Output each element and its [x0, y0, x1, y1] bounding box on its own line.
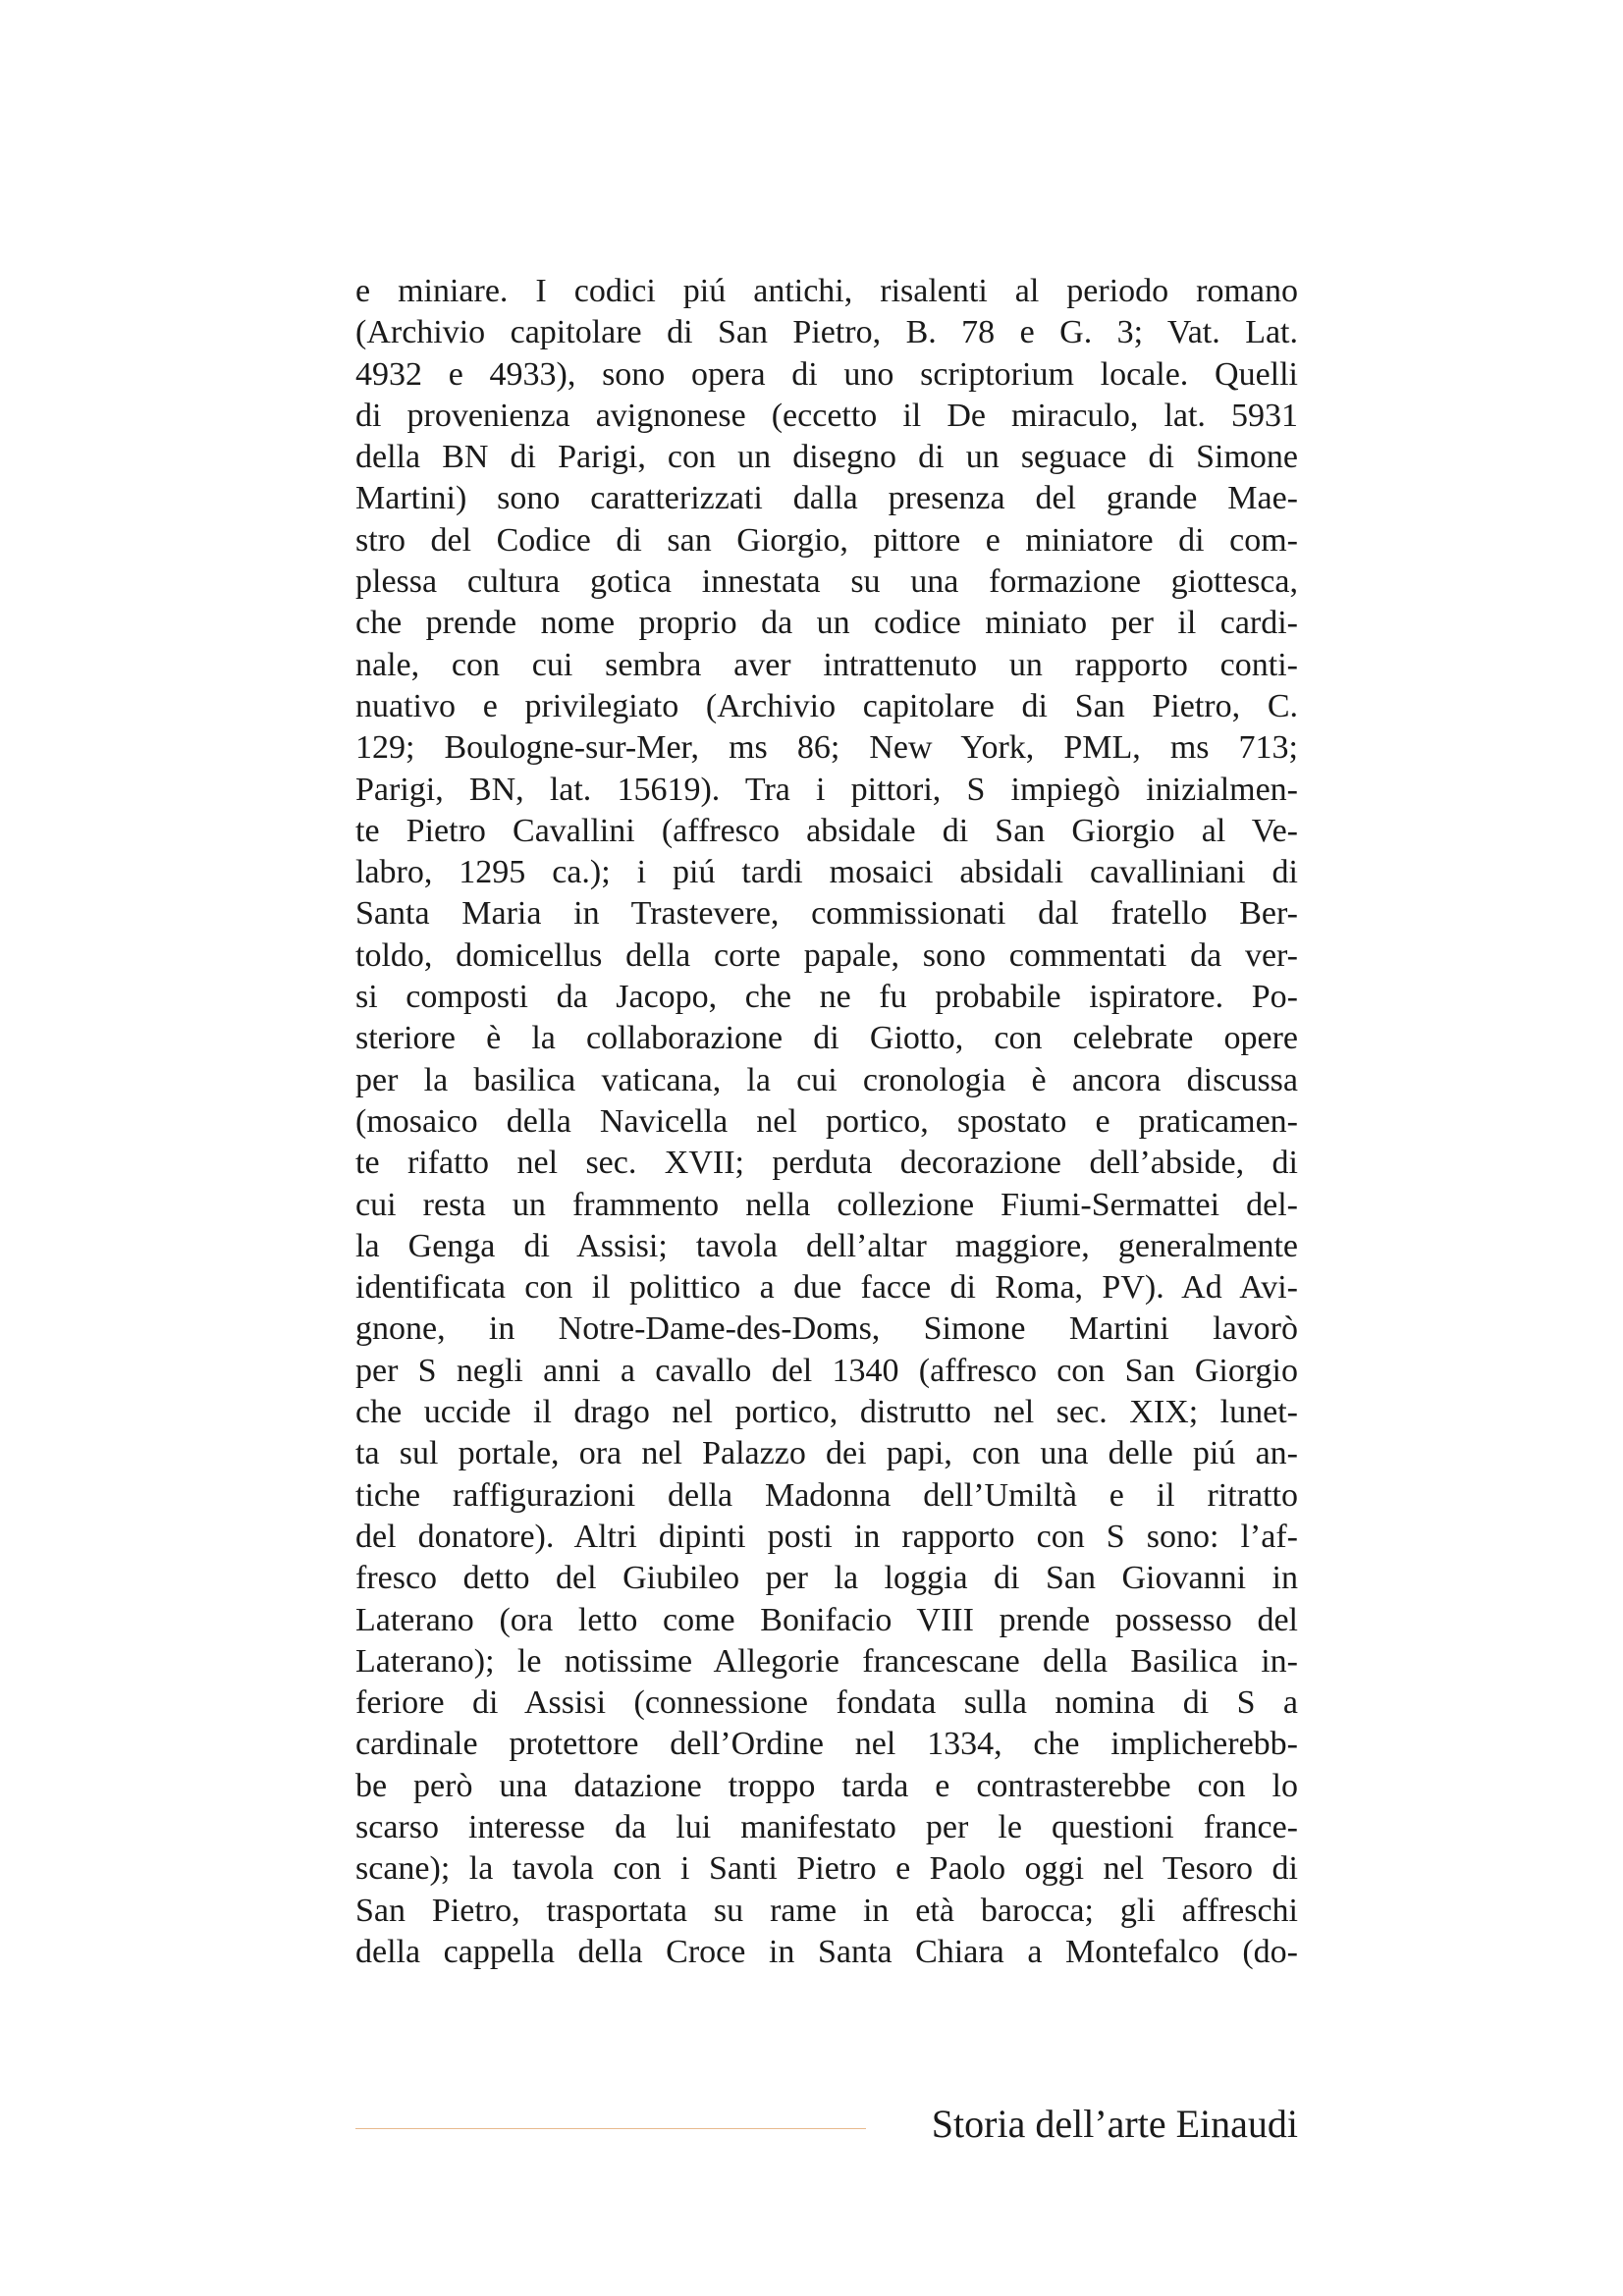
text-line: be però una datazione troppo tarda e contrasterebbe con lo: [355, 1767, 1298, 1804]
text-line: stro del Codice di san Giorgio, pittore e miniatore di com-: [355, 521, 1298, 559]
text-line: cardinale protettore dell’Ordine nel 1334, che implicherebb-: [355, 1726, 1298, 1763]
text-line: per la basilica vaticana, la cui cronologia è ancora discussa: [355, 1061, 1298, 1098]
text-line: identificata con il polittico a due facce di Roma, PV). Ad Avi-: [355, 1269, 1298, 1307]
text-line: scarso interesse da lui manifestato per le questioni france-: [355, 1808, 1298, 1845]
text-line: San Pietro, trasportata su rame in età barocca; gli affreschi: [355, 1892, 1298, 1929]
text-line: 4932 e 4933), sono opera di uno scriptorium locale. Quelli: [355, 355, 1298, 393]
text-line: plessa cultura gotica innestata su una formazione giottesca,: [355, 563, 1298, 601]
text-line: ta sul portale, ora nel Palazzo dei papi, con una delle piú an-: [355, 1435, 1298, 1472]
text-line: del donatore). Altri dipinti posti in rapporto con S sono: l’af-: [355, 1518, 1298, 1555]
text-line: (Archivio capitolare di San Pietro, B. 78 e G. 3; Vat. Lat.: [355, 314, 1298, 351]
text-line: della BN di Parigi, con un disegno di un seguace di Simone: [355, 439, 1298, 476]
text-line: nuativo e privilegiato (Archivio capitolare di San Pietro, C.: [355, 687, 1298, 724]
text-line: labro, 1295 ca.); i piú tardi mosaici absidali cavalliniani di: [355, 854, 1298, 891]
text-line: Parigi, BN, lat. 15619). Tra i pittori, S impiegò inizialmen-: [355, 771, 1298, 808]
text-line: della cappella della Croce in Santa Chiara a Montefalco (do-: [355, 1933, 1298, 1970]
text-line: si composti da Jacopo, che ne fu probabile ispiratore. Po-: [355, 979, 1298, 1016]
text-line: Santa Maria in Trastevere, commissionati dal fratello Ber-: [355, 895, 1298, 933]
text-line: per S negli anni a cavallo del 1340 (affresco con San Giorgio: [355, 1352, 1298, 1389]
text-line: che uccide il drago nel portico, distrutto nel sec. XIX; lunet-: [355, 1394, 1298, 1431]
footer-title: Storia dell’arte Einaudi: [931, 2102, 1298, 2146]
text-line: di provenienza avignonese (eccetto il De miraculo, lat. 5931: [355, 397, 1298, 434]
text-line: te Pietro Cavallini (affresco absidale di San Giorgio al Ve-: [355, 812, 1298, 849]
text-line: che prende nome proprio da un codice miniato per il cardi-: [355, 605, 1298, 642]
footer-rule: [355, 2128, 866, 2129]
text-line: la Genga di Assisi; tavola dell’altar maggiore, generalmente: [355, 1227, 1298, 1264]
text-line: toldo, domicellus della corte papale, sono commentati da ver-: [355, 936, 1298, 974]
text-line: scane); la tavola con i Santi Pietro e Paolo oggi nel Tesoro di: [355, 1850, 1298, 1888]
text-line: Martini) sono caratterizzati dalla presenza del grande Mae-: [355, 480, 1298, 517]
text-line: fresco detto del Giubileo per la loggia di San Giovanni in: [355, 1560, 1298, 1597]
text-line: tiche raffigurazioni della Madonna dell’Umiltà e il ritratto: [355, 1476, 1298, 1514]
text-line: (mosaico della Navicella nel portico, spostato e praticamen-: [355, 1102, 1298, 1140]
text-line: gnone, in Notre-Dame-des-Doms, Simone Martini lavorò: [355, 1310, 1298, 1348]
text-line: Laterano (ora letto come Bonifacio VIII prende possesso del: [355, 1601, 1298, 1638]
text-line: Laterano); le notissime Allegorie francescane della Basilica in-: [355, 1642, 1298, 1680]
text-line: steriore è la collaborazione di Giotto, con celebrate opere: [355, 1020, 1298, 1057]
text-line: cui resta un frammento nella collezione Fiumi-Sermattei del-: [355, 1186, 1298, 1223]
text-line: te rifatto nel sec. XVII; perduta decorazione dell’abside, di: [355, 1145, 1298, 1182]
text-line: nale, con cui sembra aver intrattenuto un rapporto conti-: [355, 646, 1298, 683]
text-line: e miniare. I codici piú antichi, risalenti al periodo romano: [355, 273, 1298, 309]
body-text: [355, 271, 1298, 1973]
text-line: feriore di Assisi (connessione fondata sulla nomina di S a: [355, 1684, 1298, 1722]
text-line: 129; Boulogne-sur-Mer, ms 86; New York, PML, ms 713;: [355, 729, 1298, 767]
